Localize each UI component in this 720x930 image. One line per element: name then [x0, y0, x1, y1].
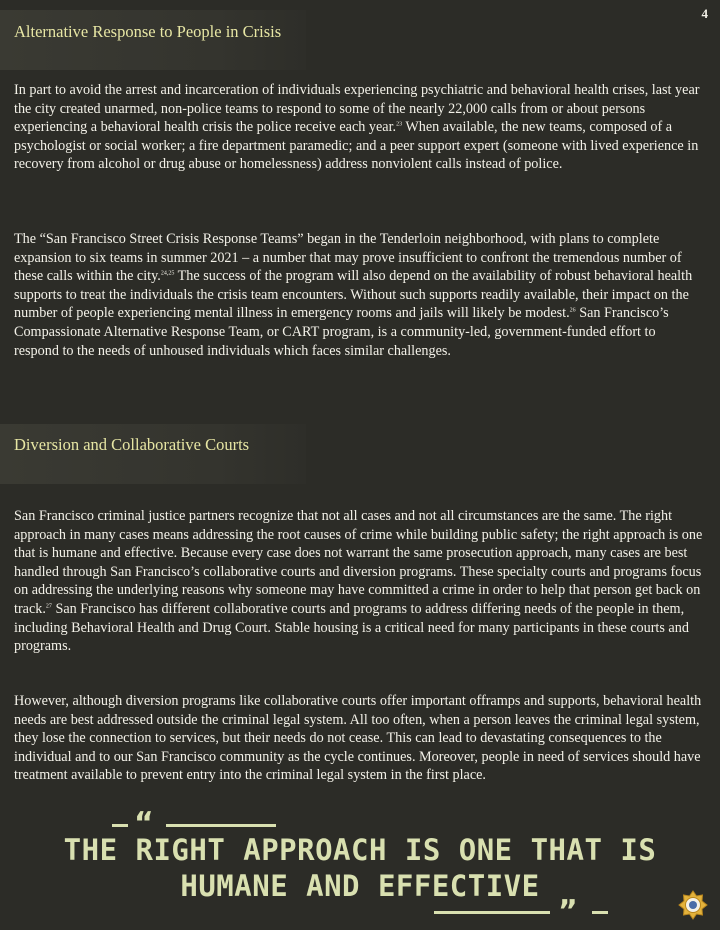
paragraph: [14, 230, 704, 360]
paragraph: [14, 507, 704, 656]
paragraph: [14, 692, 704, 785]
paragraph-text: In part to avoid the arrest and incarceration of individuals experiencing psychiatric and behavioral health crises, last year the city created unarmed, non-police teams to respond to some of the nearly 22,000 calls from or about persons experiencing a behavioral health crisis the police receive each year.: [14, 82, 700, 136]
paragraph-text: San Francisco has different collaborative courts and programs to address differing needs of the people in them, including Behavioral Health and Drug Court. Stable housing is a critical need for many participants in these courts and programs.: [14, 600, 689, 655]
footnote-ref: 24,25: [160, 270, 175, 277]
page-number: 4: [701, 6, 708, 21]
open-quote-mark: “: [134, 806, 154, 841]
footnote-ref: 26: [569, 307, 576, 314]
paragraph-text: The “San Francisco Street Crisis Response Teams” began in the Tenderloin neighborhood, with plans to complete expansion to six teams in summer 2021 – a number that may prove insufficient to confront the tremendous number of these calls within the city.: [14, 231, 682, 285]
paragraph-text: San Francisco criminal justice partners recognize that not all cases and not all circumstances are the same. The right approach in many cases means addressing the root causes of crime while building public safety; the right approach is one that is humane and effective. Because every case does not warrant the same prosecution approach, many cases are best handled through San Francisco’s collaborative courts and diversion programs. These specialty courts and programs focus on addressing the underlying reasons why someone may have committed a crime in order to help that person get back on track.: [14, 508, 703, 617]
pull-quote-line-1: THE RIGHT APPROACH IS ONE THAT IS: [63, 833, 657, 867]
quote-rule-right-short: [592, 911, 608, 914]
pull-quote-line-2: HUMANE AND EFFECTIVE: [180, 869, 540, 903]
section-header-diversion-courts: [0, 424, 306, 484]
quote-rule-top: [166, 824, 276, 827]
section-title: Alternative Response to People in Crisis: [14, 22, 282, 41]
section-header-alternative-response: [0, 10, 306, 70]
paragraph-text: The success of the program will also depend on the availability of robust behavioral health supports to treat the individuals the crisis team encounters. Without such supports readily available, their impact on the number of people experiencing mental illness in emergency rooms and jails will likely be modest.: [14, 268, 693, 322]
pull-quote: [0, 806, 720, 930]
paragraph-text: However, although diversion programs like collaborative courts offer important offramps and supports, behavioral health needs are best addressed outside the criminal legal system. All too often, when a person leaves the criminal legal system, they lose the connection to services, but their needs do not cease. This can lead to devastating consequences to the individual and to our San Francisco community as the cycle continues. Moreover, people in need of services should have treatment available to prevent entry into the criminal legal system in the first place.: [14, 693, 702, 784]
quote-rule-left-short: [112, 824, 128, 827]
paragraph-text: San Francisco’s Compassionate Alternative Response Team, or CART program, is a community-led, government-funded effort to respond to the needs of unhoused individuals which faces similar challenges.: [14, 305, 669, 359]
footnote-ref: 27: [45, 603, 52, 610]
quote-rule-bottom: [434, 911, 550, 914]
star-badge-icon: [678, 890, 708, 920]
footnote-ref: 23: [396, 121, 403, 128]
section-title: Diversion and Collaborative Courts: [14, 435, 250, 454]
close-quote-mark: ”: [558, 894, 578, 929]
paragraph-text: When available, the new teams, composed of a psychologist or social worker; a fire department paramedic; and a peer support expert (someone with lived experience in recovery from alcohol or drug abuse or homelessness) address nonviolent calls instead of police.: [14, 119, 699, 173]
paragraph: [14, 81, 704, 174]
